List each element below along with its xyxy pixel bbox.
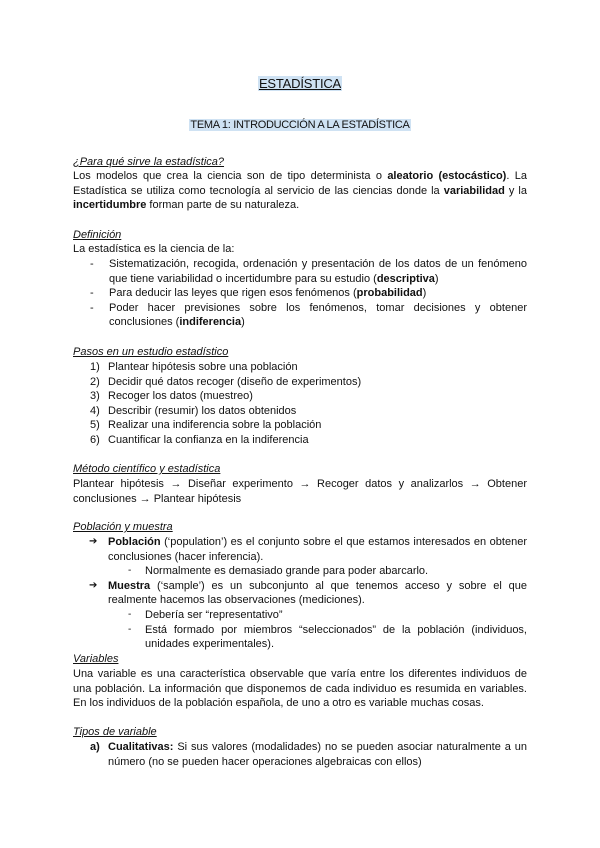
sub-list-item: - Normalmente es demasiado grande para poder abarcarlo. [145,564,527,579]
poblacion-list [108,535,527,652]
sub-list [108,608,527,652]
list-item: 5) Realizar una indiferencia sobre la población [90,419,322,432]
list-item: - Para deducir las leyes que rigen esos fenómenos (probabilidad) [109,286,527,301]
document-subtitle: TEMA 1: INTRODUCCIÓN A LA ESTADÍSTICA [190,119,410,131]
sub-list [108,564,527,579]
list-item: 6) Cuantificar la confianza en la indiferencia [90,433,309,446]
list-item: - Sistematización, recogida, ordenación y presentación de los datos de un fenómeno que tiene variabilidad o incertidumbre para su estudio (descriptiva) [109,257,527,286]
list-item-muestra: ➔ Muestra (‘sample’) es un subconjunto al que tenemos acceso y sobre el que realmente hacemos las observaciones (mediciones). - Debería ser “representativo” - Está formado por miembros “seleccionados” de la población (individuos, unidades experimentales). [108,579,527,652]
paragraph-variables: Una variable es una característica observable que varía entre los diferentes individuos de una población. La información que disponemos de cada individuo es resumida en variables. En los individuos de la población española, de uno a otro es variable muchas cosas. [73,668,527,710]
list-item: 4) Describir (resumir) los datos obtenidos [90,404,297,417]
list-item: a) Cualitativas: Si sus valores (modalidades) no se pueden asociar naturalmente a un número (no se pueden hacer operaciones algebraicas con ellos) [90,741,527,768]
list-item: 3) Recoger los datos (muestreo) [90,390,253,403]
list-item-poblacion: ➔ Población (‘population’) es el conjunto sobre el que estamos interesados en obtener conclusiones (hacer inferencia). - Normalmente es demasiado grande para poder abarcarlo. [108,535,527,579]
list-item: 2) Decidir qué datos recoger (diseño de experimentos) [90,375,362,388]
heading-metodo: Método científico y estadística [73,463,221,475]
list-item: 1) Plantear hipótesis sobre una población [90,361,298,373]
document-title: ESTADÍSTICA [258,76,342,91]
heading-poblacion: Población y muestra [73,521,173,533]
paragraph-para-que-sirve: Los modelos que crea la ciencia son de tipo determinista o aleatorio (estocástico). La Estadística se utiliza como tecnología al servicio de las ciencias donde la variabilidad y la incertidumbre forman parte de su naturaleza. [73,170,527,212]
pasos-list [90,360,527,448]
tipos-list [90,740,527,769]
heading-tipos: Tipos de variable [73,726,157,738]
heading-pasos: Pasos en un estudio estadístico [73,346,229,358]
sub-list-item: - Debería ser “representativo” [145,608,527,623]
list-item: - Poder hacer previsiones sobre los fenómenos, tomar decisiones y obtener conclusiones (indiferencia) [109,301,527,330]
definicion-intro: La estadística es la ciencia de la: [73,243,235,255]
heading-definicion: Definición [73,229,122,241]
heading-variables: Variables [73,653,119,665]
paragraph-metodo: Plantear hipótesis → Diseñar experimento → Recoger datos y analizarlos → Obtener conclusiones → Plantear hipótesis [73,478,527,505]
definicion-list [109,257,527,330]
sub-list-item: - Está formado por miembros “seleccionados” de la población (individuos, unidades experimentales). [145,623,527,652]
heading-para-que-sirve: ¿Para qué sirve la estadística? [73,156,225,168]
